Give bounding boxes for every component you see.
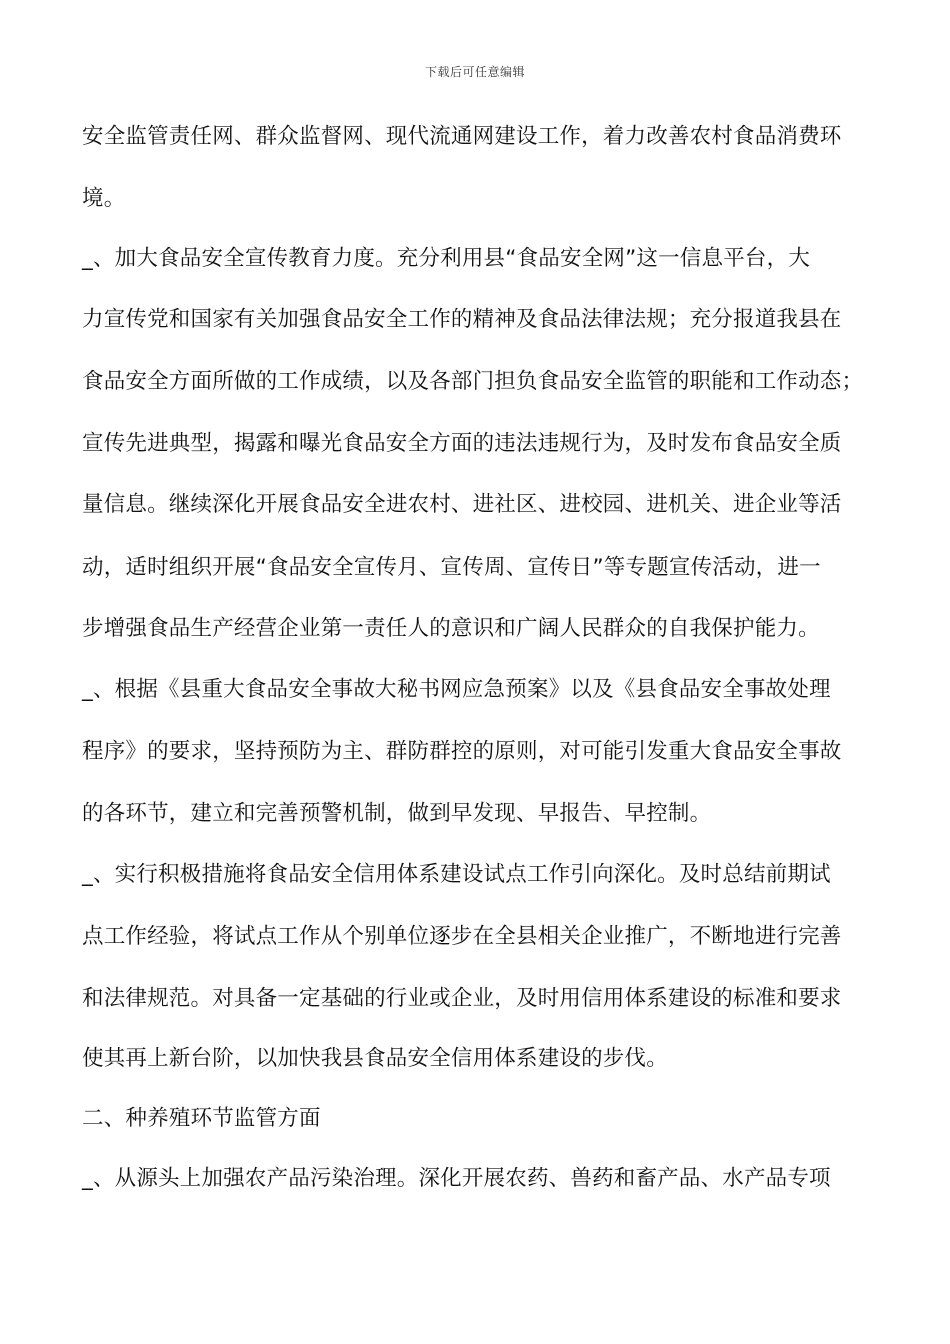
text-line-9: 步增强食品生产经营企业第一责任人的意识和广阔人民群众的自我保护能力。 (82, 616, 820, 641)
text-line-5: 食品安全方面所做的工作成绩，以及各部门担负食品安全监管的职能和工作动态； (82, 369, 864, 394)
section-heading: 二、种养殖环节监管方面 (82, 1106, 321, 1131)
text-line-15: 和法律规范。对具备一定基础的行业或企业，及时用信用体系建设的标准和要求 (82, 986, 842, 1011)
text-line-7: 量信息。继续深化开展食品安全进农村、进社区、进校园、进机关、进企业等活 (82, 492, 842, 517)
text-line-3: _、加大食品安全宣传教育力度。充分利用县“食品安全网”这一信息平台，大 (82, 246, 811, 271)
text-line-16: 使其再上新台阶，以加快我县食品安全信用体系建设的步伐。 (82, 1046, 668, 1071)
text-line-1: 安全监管责任网、群众监督网、现代流通网建设工作，着力改善农村食品消费环 (82, 124, 842, 149)
text-line-12: 的各环节，建立和完善预警机制，做到早发现、早报告、早控制。 (82, 801, 712, 826)
page-header: 下载后可任意编辑 (424, 65, 525, 79)
text-line-10: _、根据《县重大食品安全事故大秘书网应急预案》以及《县食品安全事故处理 (82, 677, 831, 702)
text-line-14: 点工作经验，将试点工作从个别单位逐步在全县相关企业推广，不断地进行完善 (82, 924, 842, 949)
text-line-13: _、实行积极措施将食品安全信用体系建设试点工作引向深化。及时总结前期试 (82, 862, 831, 887)
text-line-18: _、从源头上加强农产品污染治理。深化开展农药、兽药和畜产品、水产品专项 (82, 1166, 831, 1191)
text-line-11: 程序》的要求，坚持预防为主、群防群控的原则，对可能引发重大食品安全事故 (82, 739, 842, 764)
text-line-8: 动，适时组织开展“食品安全宣传月、宣传周、宣传日”等专题宣传活动，进一 (82, 555, 821, 580)
text-line-2: 境。 (82, 186, 126, 211)
text-line-4: 力宣传党和国家有关加强食品安全工作的精神及食品法律法规；充分报道我县在 (82, 307, 842, 332)
text-line-6: 宣传先进典型，揭露和曝光食品安全方面的违法违规行为，及时发布食品安全质 (82, 431, 842, 456)
